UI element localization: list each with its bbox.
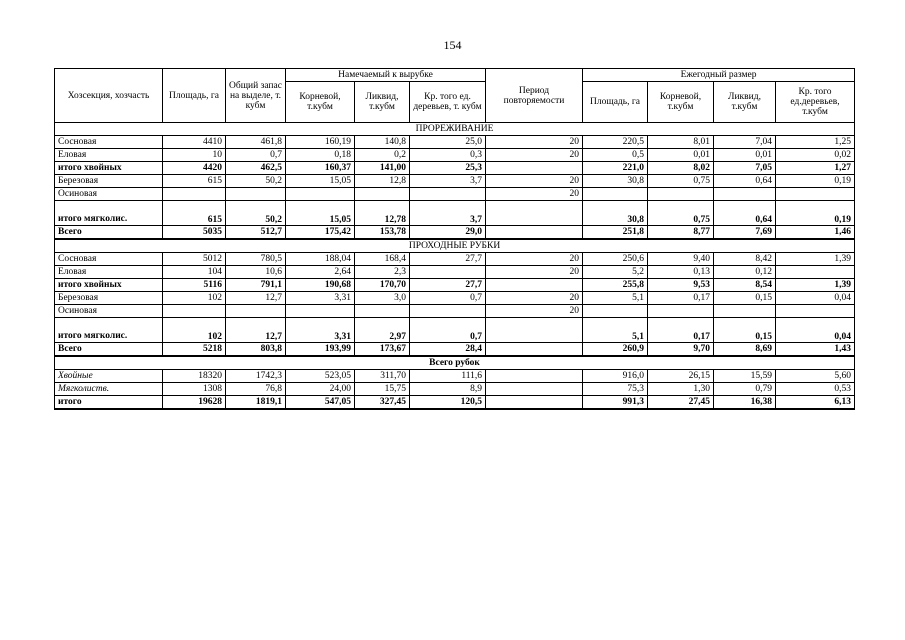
cell-annual-root: 8,02 — [648, 162, 714, 175]
header-liquid: Ликвид, т.кубм — [355, 82, 410, 123]
cell-root: 523,05 — [286, 370, 355, 383]
cell-annual-liquid: 0,12 — [714, 266, 776, 279]
cell-annual-area: 30,8 — [583, 175, 648, 188]
cell-period — [486, 370, 583, 383]
cell-annual-liquid: 8,69 — [714, 343, 776, 357]
cell-annual-area: 0,5 — [583, 149, 648, 162]
cell-annual-area: 250,6 — [583, 253, 648, 266]
row-label: итого — [55, 396, 163, 410]
table-row — [55, 266, 855, 279]
cell-liquid: 327,45 — [355, 396, 410, 410]
cell-single-trees: 111,6 — [410, 370, 486, 383]
cell-stock: 50,2 — [226, 175, 286, 188]
header-single-trees: Кр. того ед. деревьев, т. кубм — [410, 82, 486, 123]
cell-single-trees: 27,7 — [410, 253, 486, 266]
table-row — [55, 226, 855, 240]
cell-annual-single: 0,19 — [776, 175, 855, 188]
row-label: итого хвойных — [55, 162, 163, 175]
cell-stock: 1819,1 — [226, 396, 286, 410]
cell-area: 10 — [163, 149, 226, 162]
table-row — [55, 149, 855, 162]
cell-annual-area: 75,3 — [583, 383, 648, 396]
cell-single-trees: 28,4 — [410, 343, 486, 357]
cell-annual-liquid: 0,64 — [714, 175, 776, 188]
cell-root: 3,31 — [286, 292, 355, 305]
row-label: Березовая — [55, 175, 163, 188]
cell-annual-root: 9,70 — [648, 343, 714, 357]
row-label: Березовая — [55, 292, 163, 305]
cell-single-trees: 29,0 — [410, 226, 486, 240]
cell-annual-root: 0,17 — [648, 292, 714, 305]
table-row — [55, 201, 855, 226]
cell-liquid: 173,67 — [355, 343, 410, 357]
cell-annual-single: 0,19 — [776, 201, 855, 226]
section-title: Всего рубок — [55, 356, 855, 370]
cell-root: 15,05 — [286, 201, 355, 226]
cell-period — [486, 162, 583, 175]
section-header-row — [55, 356, 855, 370]
cell-annual-root: 27,45 — [648, 396, 714, 410]
cell-annual-liquid: 16,38 — [714, 396, 776, 410]
cell-annual-single: 1,43 — [776, 343, 855, 357]
cell-period — [486, 318, 583, 343]
cell-annual-liquid: 0,15 — [714, 318, 776, 343]
cell-period: 20 — [486, 305, 583, 318]
cell-single-trees: 25,0 — [410, 136, 486, 149]
cell-period: 20 — [486, 136, 583, 149]
cell-root: 547,05 — [286, 396, 355, 410]
cell-stock: 12,7 — [226, 292, 286, 305]
cell-annual-area: 220,5 — [583, 136, 648, 149]
cell-area: 5116 — [163, 279, 226, 292]
cell-liquid: 141,00 — [355, 162, 410, 175]
cell-annual-area: 251,8 — [583, 226, 648, 240]
cell-liquid: 3,0 — [355, 292, 410, 305]
cell-liquid: 0,2 — [355, 149, 410, 162]
cell-liquid: 170,70 — [355, 279, 410, 292]
cell-annual-single: 1,25 — [776, 136, 855, 149]
table-row — [55, 162, 855, 175]
cell-annual-liquid — [714, 305, 776, 318]
cell-annual-area: 991,3 — [583, 396, 648, 410]
cell-annual-root: 0,13 — [648, 266, 714, 279]
cell-liquid: 140,8 — [355, 136, 410, 149]
header-root: Корневой, т.кубм — [286, 82, 355, 123]
header-section: Хозсекция, хозчасть — [55, 69, 163, 123]
cell-annual-area: 5,1 — [583, 318, 648, 343]
cell-annual-area — [583, 305, 648, 318]
cell-period: 20 — [486, 253, 583, 266]
cell-liquid: 311,70 — [355, 370, 410, 383]
cell-annual-single: 5,60 — [776, 370, 855, 383]
cell-period — [486, 396, 583, 410]
cell-area: 615 — [163, 201, 226, 226]
cell-stock: 462,5 — [226, 162, 286, 175]
row-label: итого мягколис. — [55, 201, 163, 226]
cell-area: 5012 — [163, 253, 226, 266]
cell-area: 4410 — [163, 136, 226, 149]
cell-area: 18320 — [163, 370, 226, 383]
cell-annual-liquid: 8,42 — [714, 253, 776, 266]
cell-period — [486, 226, 583, 240]
cell-period — [486, 201, 583, 226]
cell-single-trees: 27,7 — [410, 279, 486, 292]
row-label: Сосновая — [55, 253, 163, 266]
cell-stock: 1742,3 — [226, 370, 286, 383]
row-label: Мягколиств. — [55, 383, 163, 396]
table-row — [55, 292, 855, 305]
table-row — [55, 188, 855, 201]
header-area: Площадь, га — [163, 69, 226, 123]
cell-single-trees: 25,3 — [410, 162, 486, 175]
cell-annual-single: 1,27 — [776, 162, 855, 175]
cell-annual-root: 0,75 — [648, 201, 714, 226]
cell-annual-root: 9,53 — [648, 279, 714, 292]
row-label: Сосновая — [55, 136, 163, 149]
cell-period: 20 — [486, 266, 583, 279]
cell-annual-single: 0,02 — [776, 149, 855, 162]
cell-root: 15,05 — [286, 175, 355, 188]
cell-root: 193,99 — [286, 343, 355, 357]
cell-stock: 0,7 — [226, 149, 286, 162]
cell-annual-area: 916,0 — [583, 370, 648, 383]
cell-area: 1308 — [163, 383, 226, 396]
cell-stock: 780,5 — [226, 253, 286, 266]
cell-annual-liquid: 0,79 — [714, 383, 776, 396]
cell-liquid: 168,4 — [355, 253, 410, 266]
cell-annual-root: 1,30 — [648, 383, 714, 396]
cell-annual-root: 0,75 — [648, 175, 714, 188]
header-period: Период повторяемости — [486, 69, 583, 123]
cell-stock: 461,8 — [226, 136, 286, 149]
cell-liquid: 12,78 — [355, 201, 410, 226]
cell-area: 102 — [163, 318, 226, 343]
cell-stock: 10,6 — [226, 266, 286, 279]
table-row — [55, 318, 855, 343]
table-row — [55, 343, 855, 357]
cell-stock: 76,8 — [226, 383, 286, 396]
table-row — [55, 279, 855, 292]
cell-root: 188,04 — [286, 253, 355, 266]
cell-single-trees — [410, 188, 486, 201]
row-label: Осиновая — [55, 188, 163, 201]
cell-annual-area: 30,8 — [583, 201, 648, 226]
cell-annual-root — [648, 188, 714, 201]
row-label: Хвойные — [55, 370, 163, 383]
cell-single-trees — [410, 266, 486, 279]
cell-single-trees — [410, 305, 486, 318]
cell-single-trees: 0,7 — [410, 292, 486, 305]
cell-area — [163, 188, 226, 201]
cell-annual-root: 8,77 — [648, 226, 714, 240]
table-row — [55, 396, 855, 410]
cell-stock: 12,7 — [226, 318, 286, 343]
cell-annual-root: 9,40 — [648, 253, 714, 266]
cell-area: 19628 — [163, 396, 226, 410]
cell-root: 3,31 — [286, 318, 355, 343]
cell-area: 4420 — [163, 162, 226, 175]
cell-root: 160,37 — [286, 162, 355, 175]
cell-period: 20 — [486, 149, 583, 162]
table-row — [55, 175, 855, 188]
cell-area: 5035 — [163, 226, 226, 240]
row-label: Всего — [55, 343, 163, 357]
header-annual-group: Ежегодный размер — [583, 69, 855, 82]
cell-annual-area: 260,9 — [583, 343, 648, 357]
section-title: ПРОХОДНЫЕ РУБКИ — [55, 239, 855, 253]
cell-liquid — [355, 188, 410, 201]
table-row — [55, 136, 855, 149]
cell-stock: 50,2 — [226, 201, 286, 226]
row-label: Еловая — [55, 149, 163, 162]
cell-annual-liquid — [714, 188, 776, 201]
cell-annual-single: 0,04 — [776, 318, 855, 343]
cell-stock — [226, 305, 286, 318]
felling-table — [54, 68, 855, 410]
cell-annual-single: 0,04 — [776, 292, 855, 305]
cell-annual-single — [776, 188, 855, 201]
cell-annual-single — [776, 305, 855, 318]
cell-area: 5218 — [163, 343, 226, 357]
cell-annual-root: 0,17 — [648, 318, 714, 343]
table-row — [55, 305, 855, 318]
table-row — [55, 383, 855, 396]
cell-root — [286, 188, 355, 201]
row-label: Еловая — [55, 266, 163, 279]
cell-annual-root — [648, 305, 714, 318]
row-label: итого мягколис. — [55, 318, 163, 343]
cell-area — [163, 305, 226, 318]
cell-liquid — [355, 305, 410, 318]
header-planned-group: Намечаемый к вырубке — [286, 69, 486, 82]
header-annual-liquid: Ликвид, т.кубм — [714, 82, 776, 123]
cell-annual-area: 5,2 — [583, 266, 648, 279]
cell-single-trees: 120,5 — [410, 396, 486, 410]
cell-period: 20 — [486, 292, 583, 305]
section-header-row — [55, 239, 855, 253]
cell-annual-single: 1,39 — [776, 279, 855, 292]
cell-single-trees: 0,7 — [410, 318, 486, 343]
cell-annual-single: 1,39 — [776, 253, 855, 266]
header-annual-area: Площадь, га — [583, 82, 648, 123]
cell-annual-liquid: 0,15 — [714, 292, 776, 305]
cell-single-trees: 0,3 — [410, 149, 486, 162]
cell-single-trees: 3,7 — [410, 175, 486, 188]
cell-annual-liquid: 7,05 — [714, 162, 776, 175]
cell-liquid: 2,3 — [355, 266, 410, 279]
section-header-row — [55, 123, 855, 136]
cell-root: 190,68 — [286, 279, 355, 292]
cell-annual-liquid: 15,59 — [714, 370, 776, 383]
cell-period — [486, 343, 583, 357]
cell-annual-area — [583, 188, 648, 201]
cell-annual-liquid: 7,69 — [714, 226, 776, 240]
cell-root: 2,64 — [286, 266, 355, 279]
table-row — [55, 370, 855, 383]
cell-liquid: 12,8 — [355, 175, 410, 188]
cell-stock — [226, 188, 286, 201]
section-title: ПРОРЕЖИВАНИЕ — [55, 123, 855, 136]
cell-area: 104 — [163, 266, 226, 279]
cell-stock: 512,7 — [226, 226, 286, 240]
cell-period: 20 — [486, 188, 583, 201]
row-label: итого хвойных — [55, 279, 163, 292]
cell-liquid: 153,78 — [355, 226, 410, 240]
cell-stock: 803,8 — [226, 343, 286, 357]
header-annual-single: Кр. того ед.деревьев, т.кубм — [776, 82, 855, 123]
cell-single-trees: 3,7 — [410, 201, 486, 226]
cell-root — [286, 305, 355, 318]
cell-liquid: 2,97 — [355, 318, 410, 343]
cell-root: 24,00 — [286, 383, 355, 396]
cell-annual-area: 221,0 — [583, 162, 648, 175]
cell-annual-root: 8,01 — [648, 136, 714, 149]
cell-area: 102 — [163, 292, 226, 305]
cell-annual-liquid: 8,54 — [714, 279, 776, 292]
cell-annual-liquid: 0,01 — [714, 149, 776, 162]
cell-annual-root: 0,01 — [648, 149, 714, 162]
cell-annual-area: 255,8 — [583, 279, 648, 292]
cell-single-trees: 8,9 — [410, 383, 486, 396]
table-body — [55, 123, 855, 410]
cell-annual-area: 5,1 — [583, 292, 648, 305]
cell-annual-single: 1,46 — [776, 226, 855, 240]
cell-liquid: 15,75 — [355, 383, 410, 396]
cell-annual-single: 0,53 — [776, 383, 855, 396]
cell-annual-root: 26,15 — [648, 370, 714, 383]
row-label: Осиновая — [55, 305, 163, 318]
cell-annual-single — [776, 266, 855, 279]
header-stock: Общий запас на выделе, т. кубм — [226, 69, 286, 123]
table-row — [55, 253, 855, 266]
row-label: Всего — [55, 226, 163, 240]
cell-area: 615 — [163, 175, 226, 188]
cell-stock: 791,1 — [226, 279, 286, 292]
cell-root: 175,42 — [286, 226, 355, 240]
cell-annual-liquid: 7,04 — [714, 136, 776, 149]
cell-period: 20 — [486, 175, 583, 188]
cell-root: 160,19 — [286, 136, 355, 149]
header-annual-root: Корневой, т.кубм — [648, 82, 714, 123]
cell-period — [486, 279, 583, 292]
cell-annual-single: 6,13 — [776, 396, 855, 410]
page-number: 154 — [443, 38, 462, 52]
cell-period — [486, 383, 583, 396]
cell-annual-liquid: 0,64 — [714, 201, 776, 226]
cell-root: 0,18 — [286, 149, 355, 162]
